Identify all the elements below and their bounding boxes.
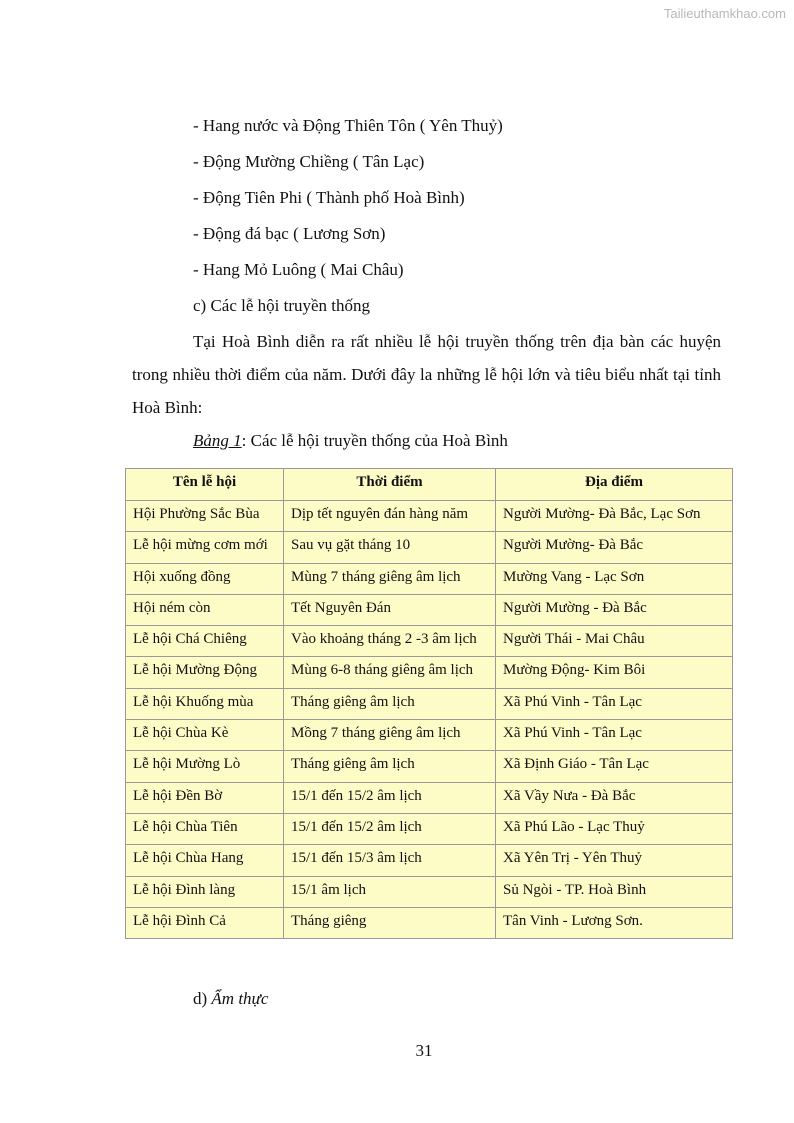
festival-name-cell: Lễ hội Đền Bờ xyxy=(126,782,284,813)
table-row xyxy=(126,751,733,782)
bullet-item: - Hang Mỏ Luông ( Mai Châu) xyxy=(193,260,404,279)
festival-name-cell: Hội Phường Sắc Bùa xyxy=(126,501,284,532)
caption-label: Bảng 1 xyxy=(193,431,242,450)
festival-time-cell: Tháng giêng âm lịch xyxy=(284,751,496,782)
festival-location-cell: Xã Phú Vinh - Tân Lạc xyxy=(496,720,733,751)
festival-name-cell: Lễ hội Đình làng xyxy=(126,876,284,907)
festival-table xyxy=(125,468,733,939)
bullet-item: - Động đá bạc ( Lương Sơn) xyxy=(193,224,386,243)
table-row xyxy=(126,907,733,938)
festival-time-cell: Vào khoảng tháng 2 -3 âm lịch xyxy=(284,626,496,657)
festival-time-cell: Tết Nguyên Đán xyxy=(284,594,496,625)
caption-text: : Các lễ hội truyền thống của Hoà Bình xyxy=(241,431,508,450)
festival-location-cell: Xã Định Giáo - Tân Lạc xyxy=(496,751,733,782)
festival-time-cell: Mùng 6-8 tháng giêng âm lịch xyxy=(284,657,496,688)
bullet-item: - Động Tiên Phi ( Thành phố Hoà Bình) xyxy=(193,188,465,207)
festival-name-cell: Hội ném còn xyxy=(126,594,284,625)
festival-name-cell: Lễ hội Chùa Tiên xyxy=(126,813,284,844)
table-row xyxy=(126,813,733,844)
watermark: Tailieuthamkhao.com xyxy=(663,6,786,21)
page-number: 31 xyxy=(415,1041,433,1060)
table-caption xyxy=(193,431,508,451)
table-row xyxy=(126,688,733,719)
header-time: Thời điểm xyxy=(284,469,496,501)
festival-name-cell: Lễ hội Mường Lò xyxy=(126,751,284,782)
table-row xyxy=(126,501,733,532)
festival-location-cell: Tân Vinh - Lương Sơn. xyxy=(496,907,733,938)
festival-name-cell: Hội xuống đồng xyxy=(126,563,284,594)
table-row xyxy=(126,626,733,657)
festival-name-cell: Lễ hội Chùa Hang xyxy=(126,845,284,876)
festival-name-cell: Lễ hội Mường Động xyxy=(126,657,284,688)
festival-location-cell: Người Thái - Mai Châu xyxy=(496,626,733,657)
festival-name-cell: Lễ hội Khuống mùa xyxy=(126,688,284,719)
festival-time-cell: Dịp tết nguyên đán hàng năm xyxy=(284,501,496,532)
festival-name-cell: Lễ hội Chá Chiêng xyxy=(126,626,284,657)
festival-time-cell: Mồng 7 tháng giêng âm lịch xyxy=(284,720,496,751)
section-heading-d xyxy=(193,989,268,1009)
section-heading-c: c) Các lễ hội truyền thống xyxy=(193,296,371,315)
festival-location-cell: Người Mường- Đà Bắc, Lạc Sơn xyxy=(496,501,733,532)
festival-name-cell: Lễ hội Đình Cả xyxy=(126,907,284,938)
table-row xyxy=(126,657,733,688)
festival-location-cell: Sủ Ngòi - TP. Hoà Bình xyxy=(496,876,733,907)
festival-time-cell: 15/1 đến 15/2 âm lịch xyxy=(284,813,496,844)
section-d-text: Ẩm thực xyxy=(211,989,269,1008)
table-row xyxy=(126,845,733,876)
festival-location-cell: Mường Vang - Lạc Sơn xyxy=(496,563,733,594)
festival-name-cell: Lễ hội Chùa Kè xyxy=(126,720,284,751)
table-row xyxy=(126,563,733,594)
paragraph-text: Tại Hoà Bình diễn ra rất nhiều lễ hội truyền thống trên địa bàn các huyện trong nhiều thời điểm của năm. Dưới đây la những lễ hội lớn và tiêu biểu nhất tại tỉnh Hoà Bình: xyxy=(132,332,721,417)
festival-time-cell: Tháng giêng âm lịch xyxy=(284,688,496,719)
festival-time-cell: 15/1 âm lịch xyxy=(284,876,496,907)
festival-time-cell: Mùng 7 tháng giêng âm lịch xyxy=(284,563,496,594)
intro-paragraph xyxy=(132,325,721,424)
festival-time-cell: Sau vụ gặt tháng 10 xyxy=(284,532,496,563)
festival-location-cell: Xã Vầy Nưa - Đà Bắc xyxy=(496,782,733,813)
festival-location-cell: Người Mường- Đà Bắc xyxy=(496,532,733,563)
festival-time-cell: Tháng giêng xyxy=(284,907,496,938)
table-header-row xyxy=(126,469,733,501)
bullet-item: - Động Mường Chiềng ( Tân Lạc) xyxy=(193,152,425,171)
festival-location-cell: Xã Phú Lão - Lạc Thuỷ xyxy=(496,813,733,844)
festival-location-cell: Xã Yên Trị - Yên Thuỷ xyxy=(496,845,733,876)
table-row xyxy=(126,782,733,813)
bullet-item: - Hang nước và Động Thiên Tôn ( Yên Thuỷ) xyxy=(193,116,503,135)
section-d-prefix: d) xyxy=(193,989,212,1008)
table-row xyxy=(126,532,733,563)
festival-name-cell: Lễ hội mừng cơm mới xyxy=(126,532,284,563)
festival-location-cell: Người Mường - Đà Bắc xyxy=(496,594,733,625)
header-name: Tên lễ hội xyxy=(126,469,284,501)
table-row xyxy=(126,594,733,625)
festival-time-cell: 15/1 đến 15/3 âm lịch xyxy=(284,845,496,876)
header-location: Địa điểm xyxy=(496,469,733,501)
festival-location-cell: Xã Phú Vinh - Tân Lạc xyxy=(496,688,733,719)
table-row xyxy=(126,720,733,751)
festival-time-cell: 15/1 đến 15/2 âm lịch xyxy=(284,782,496,813)
table-row xyxy=(126,876,733,907)
festival-location-cell: Mường Động- Kim Bôi xyxy=(496,657,733,688)
